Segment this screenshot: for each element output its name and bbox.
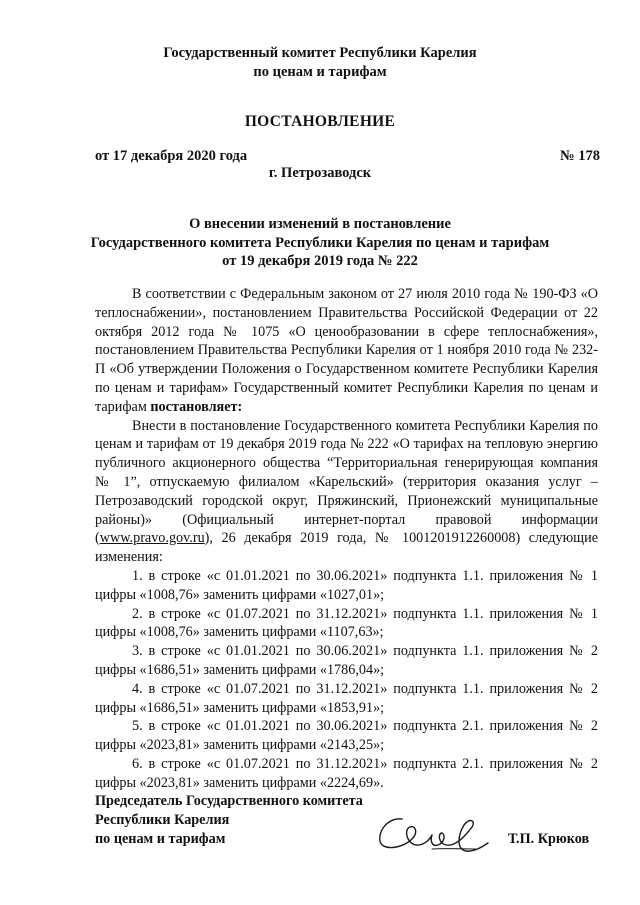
document-type: ПОСТАНОВЛЕНИЕ bbox=[244, 113, 396, 130]
title-line-3: от 19 декабря 2019 года № 222 bbox=[222, 253, 418, 269]
change-item-1: 1. в строке «с 01.01.2021 по 30.06.2021» подпункта 1.1. приложения № 1 цифры «1008,76» заменить цифрами «1027,01»; bbox=[95, 567, 598, 603]
main-paragraph bbox=[95, 417, 598, 567]
signatory-line-3: по ценам и тарифам bbox=[95, 831, 226, 847]
signatory-line-1: Председатель Государственного комитета bbox=[95, 793, 363, 809]
handwritten-signature bbox=[372, 805, 490, 857]
pravo-link[interactable]: www.pravo.gov.ru bbox=[99, 530, 205, 547]
resolves-colon: : bbox=[237, 398, 243, 415]
main-text-end: ), 26 декабря 2019 года, № 1001201912260008) следующие изменения: bbox=[95, 530, 598, 566]
signatory-title bbox=[95, 792, 363, 849]
signatory-name: Т.П. Крюков bbox=[508, 831, 590, 847]
preamble-text: В соответствии с Федеральным законом от 27 июля 2010 года № 190-ФЗ «О теплоснабжении», постановлением Правительства Российской Федерации от 22 октября 2012 года № 1075 «О ценообразовании в сфере теплоснабжения», постановлением Правительства Республики Карелия от 1 ноября 2010 года № 232-П «Об утверждении Положения о Государственном комитете Республики Карелия по ценам и тарифам» Государственный комитет Республики Карелия по ценам и тарифам bbox=[95, 286, 598, 415]
change-item-6: 6. в строке «с 01.07.2021 по 31.12.2021» подпункта 2.1. приложения № 2 цифры «2023,81» заменить цифрами «2224,69». bbox=[95, 755, 598, 791]
document-date: от 17 декабря 2020 года bbox=[95, 148, 248, 164]
title-line-1: О внесении изменений в постановление bbox=[189, 216, 451, 232]
change-item-5: 5. в строке «с 01.01.2021 по 30.06.2021» подпункта 2.1. приложения № 2 цифры «2023,81» заменить цифрами «2143,25»; bbox=[95, 718, 598, 754]
resolves-keyword: постановляет bbox=[150, 398, 238, 415]
signatory-line-2: Республики Карелия bbox=[95, 812, 230, 828]
preamble-paragraph bbox=[95, 285, 598, 417]
change-item-2: 2. в строке «с 01.07.2021 по 31.12.2021» подпункта 1.1. приложения № 1 цифры «1008,76» заменить цифрами «1107,63»; bbox=[95, 605, 598, 641]
title-line-2: Государственного комитета Республики Карелия по ценам и тарифам bbox=[90, 234, 550, 251]
document-title bbox=[0, 215, 640, 271]
change-item-3: 3. в строке «с 01.01.2021 по 30.06.2021» подпункта 1.1. приложения № 2 цифры «1686,51» заменить цифрами «1786,04»; bbox=[95, 643, 598, 678]
document-city: г. Петрозаводск bbox=[268, 165, 372, 181]
document-number: № 178 bbox=[560, 148, 600, 164]
org-line-2: по ценам и тарифам bbox=[253, 64, 387, 80]
main-text: Внести в постановление Государственного комитета Республики Карелия по ценам и тарифам от 19 декабря 2019 года № 222 «О тарифах на тепловую энергию публичного акционерного общества “Территориальная генерирующая компания № 1”, отпускаемую филиалом «Карельский» (территория оказания услуг – Петрозаводский городской округ, Пряжинский, Прионежский муниципальные районы)» (Официальный интернет-портал правовой информации ( bbox=[95, 417, 598, 547]
organization-header bbox=[0, 44, 640, 82]
org-line-1: Государственный комитет Республики Карелия bbox=[163, 45, 477, 61]
document-body bbox=[95, 285, 598, 793]
change-item-4: 4. в строке «с 01.07.2021 по 31.12.2021» подпункта 1.1. приложения № 2 цифры «1686,51» заменить цифрами «1853,91»; bbox=[95, 680, 598, 716]
